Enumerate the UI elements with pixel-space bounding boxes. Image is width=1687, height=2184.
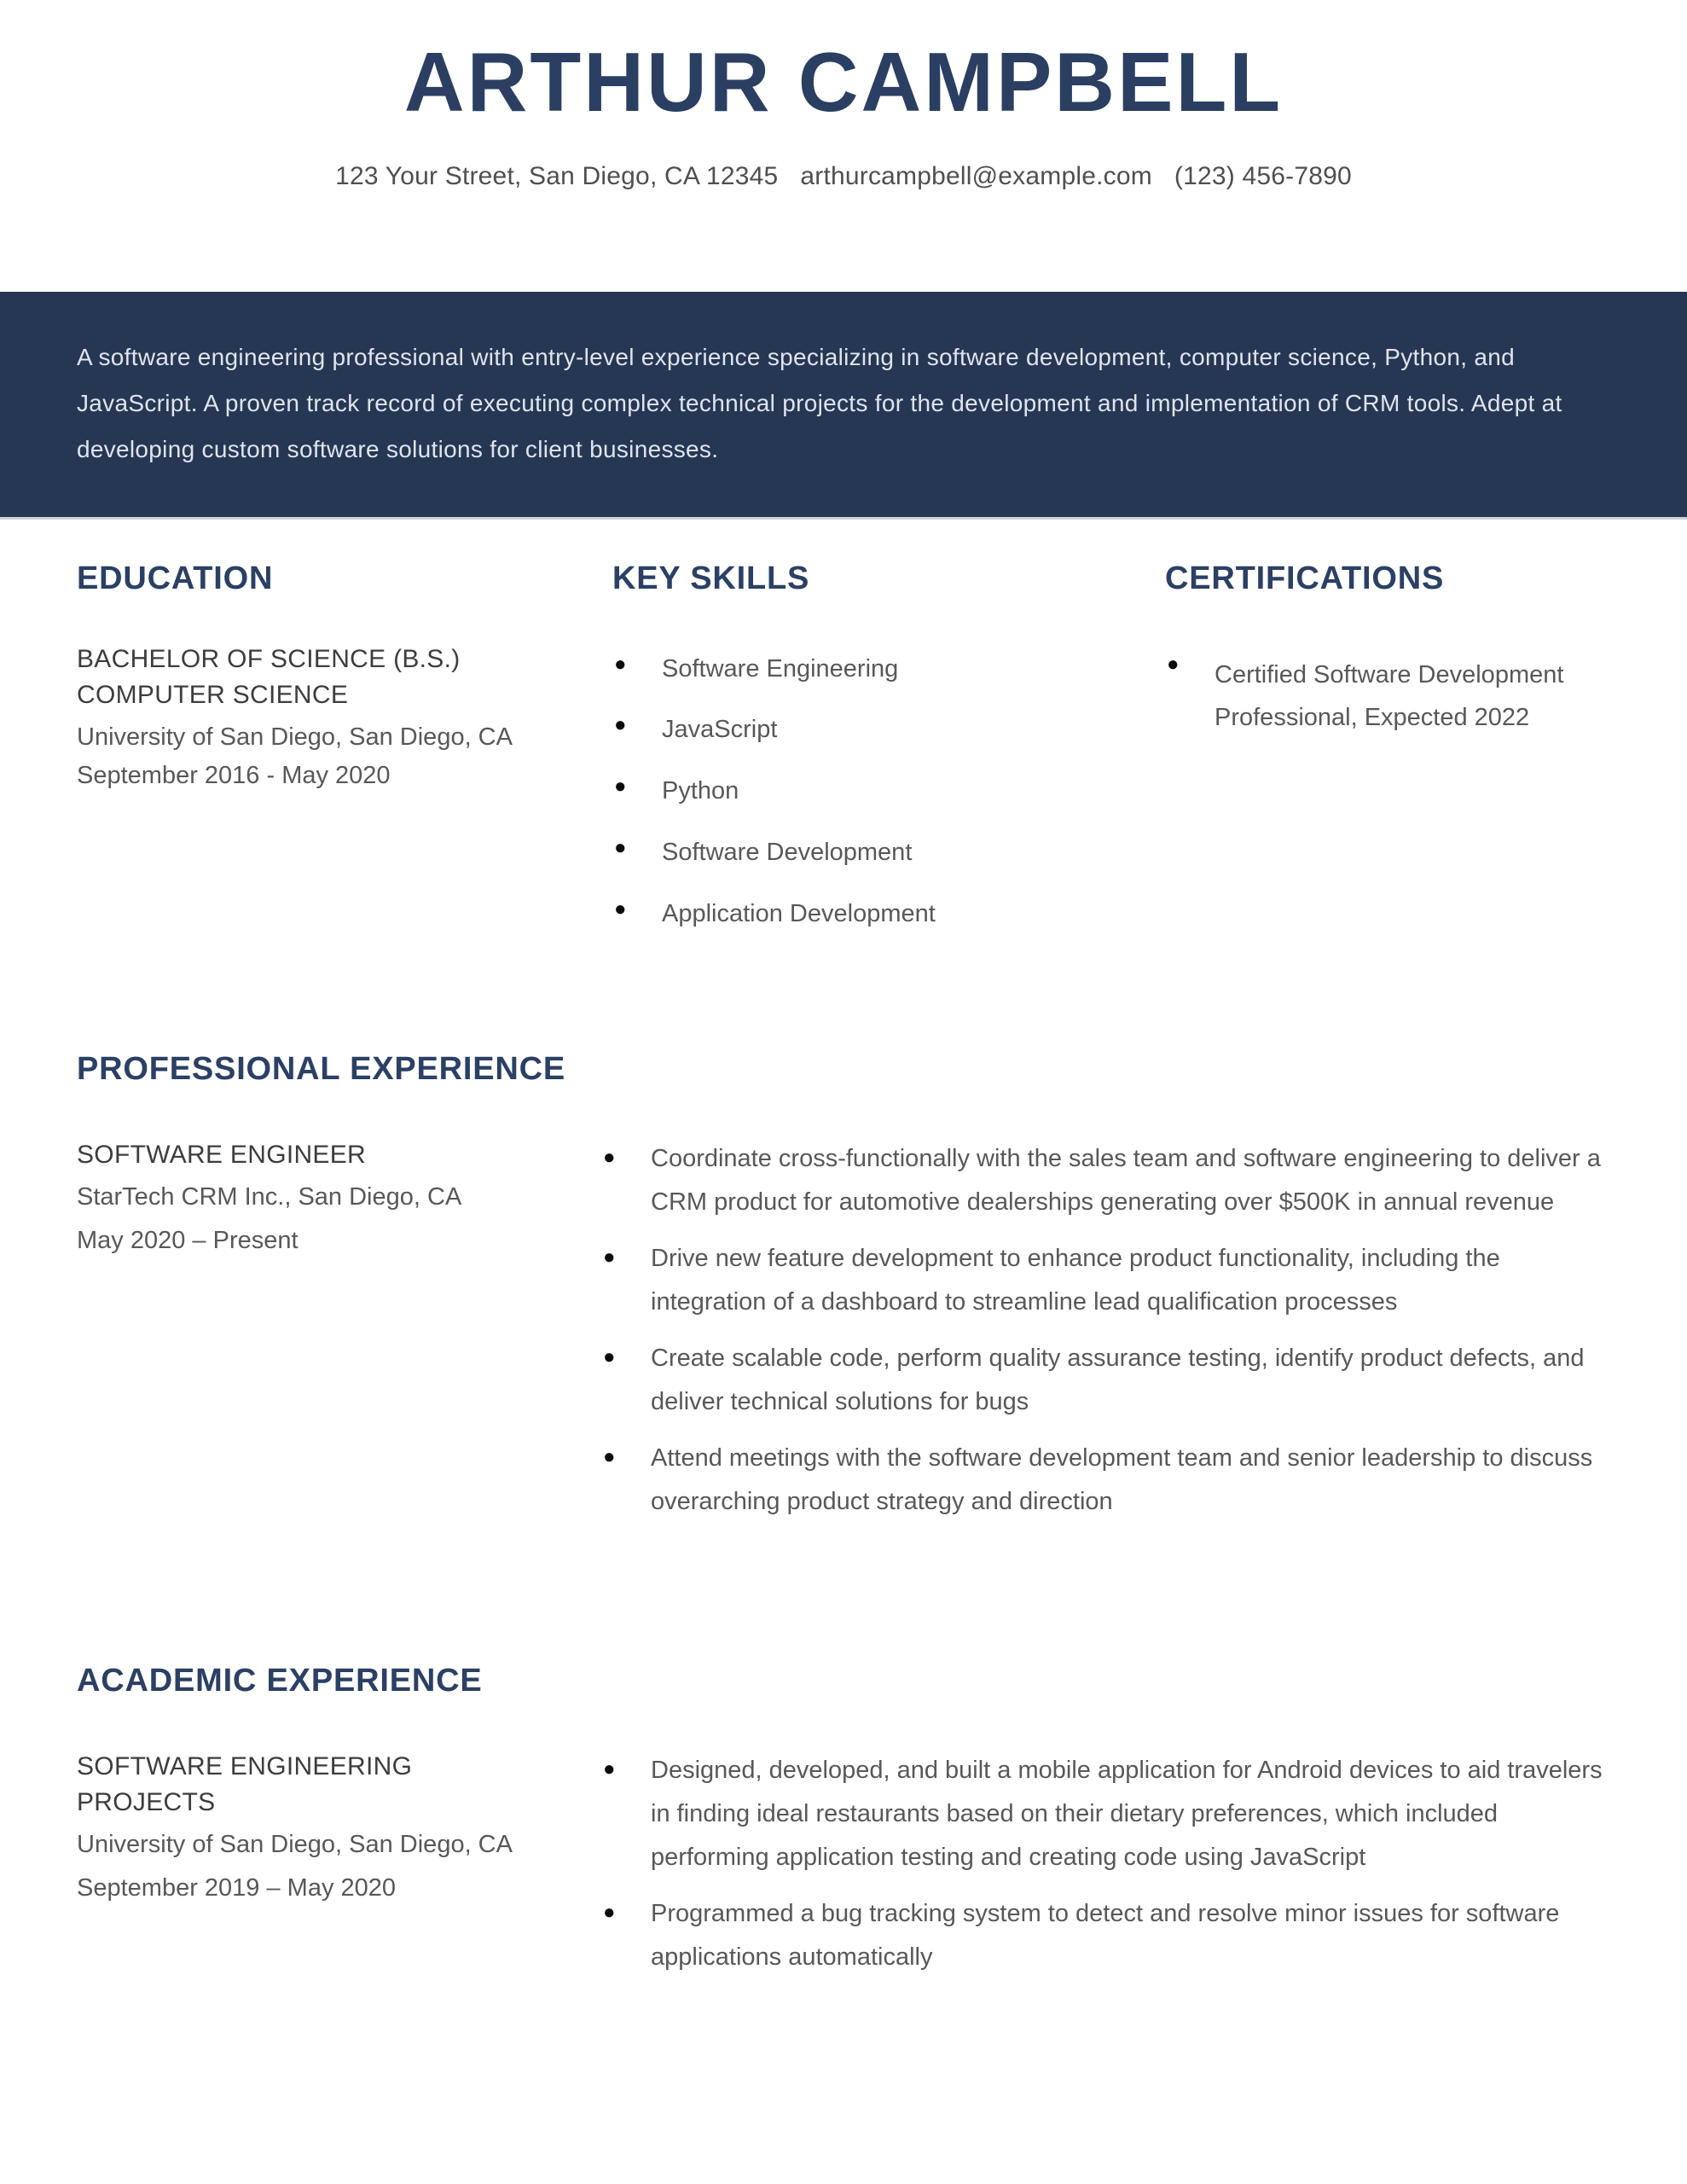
key-skills-section — [612, 561, 1107, 959]
education-degree: BACHELOR OF SCIENCE (B.S.) COMPUTER SCIENCE — [77, 644, 461, 709]
job-bullet-text: Coordinate cross-functionally with the sales team and software engineering to deliver a CRM product for automotive dealerships generating over $500K in annual revenue — [651, 1145, 1601, 1217]
project-bullet — [601, 1749, 1610, 1879]
contact-address: 123 Your Street, San Diego, CA 12345 — [335, 161, 779, 190]
key-skills-heading: KEY SKILLS — [612, 560, 810, 596]
professional-experience-heading: PROFESSIONAL EXPERIENCE — [77, 1051, 566, 1088]
skill-item — [612, 714, 1107, 746]
job-bullet-text: Attend meetings with the software development team and senior leadership to discuss overarching product strategy and direction — [651, 1444, 1593, 1516]
job-dates: May 2020 – Present — [77, 1227, 299, 1255]
bullet-icon: ● — [603, 1445, 616, 1469]
project-meta — [77, 1749, 554, 1992]
skill-item — [612, 898, 1107, 931]
three-column-row — [0, 561, 1687, 959]
project-bullet-text: Programmed a bug tracking system to detect and resolve minor issues for software applications automatically — [651, 1900, 1560, 1972]
key-skills-list — [612, 653, 1107, 930]
bullet-icon: ● — [614, 652, 627, 676]
education-dates: September 2016 - May 2020 — [77, 761, 391, 789]
contact-line — [0, 162, 1687, 191]
skill-item — [612, 653, 1107, 686]
person-name: ARTHUR CAMPBELL — [403, 35, 1284, 129]
resume-header — [0, 0, 1687, 191]
certifications-list — [1165, 653, 1610, 739]
job-bullet-text: Drive new feature development to enhance product functionality, including the integration of a dashboard to streamline lead qualification processes — [651, 1245, 1500, 1316]
bullet-icon: ● — [603, 1246, 616, 1269]
academic-experience-heading: ACADEMIC EXPERIENCE — [77, 1663, 483, 1699]
skill-label: Software Development — [662, 838, 913, 866]
academic-experience-entry — [77, 1749, 1610, 1992]
project-school: University of San Diego, San Diego, CA — [77, 1831, 513, 1859]
project-bullet-list — [601, 1749, 1610, 1992]
certification-item — [1165, 653, 1610, 739]
bullet-icon: ● — [1167, 652, 1180, 676]
job-meta — [77, 1137, 554, 1536]
bullet-icon: ● — [603, 1901, 616, 1925]
certification-label: Certified Software Development Professional, Expected 2022 — [1215, 660, 1564, 731]
job-title: SOFTWARE ENGINEER — [77, 1141, 367, 1170]
bullet-icon: ● — [614, 713, 627, 737]
job-bullet-list — [601, 1137, 1610, 1536]
bullet-icon: ● — [614, 897, 627, 921]
skill-label: Software Engineering — [662, 654, 899, 682]
bullet-icon: ● — [603, 1146, 616, 1170]
skill-item — [612, 837, 1107, 869]
education-section — [77, 561, 554, 959]
academic-experience-section — [0, 1663, 1687, 1992]
job-company: StarTech CRM Inc., San Diego, CA — [77, 1183, 462, 1211]
project-bullet — [601, 1892, 1610, 1979]
skill-label: Python — [662, 777, 739, 805]
skill-label: Application Development — [662, 899, 936, 927]
project-title: SOFTWARE ENGINEERING PROJECTS — [77, 1752, 413, 1817]
bullet-icon: ● — [614, 835, 627, 859]
job-bullet — [601, 1137, 1610, 1224]
skill-item — [612, 775, 1107, 808]
skill-label: JavaScript — [662, 716, 778, 744]
bullet-icon: ● — [603, 1757, 616, 1781]
professional-experience-entry — [77, 1137, 1610, 1536]
certifications-section — [1165, 561, 1610, 959]
contact-email: arthurcampbell@example.com — [800, 161, 1152, 190]
education-heading: EDUCATION — [77, 560, 274, 596]
bullet-icon: ● — [603, 1345, 616, 1369]
education-school: University of San Diego, San Diego, CA — [77, 723, 513, 751]
bullet-icon: ● — [614, 775, 627, 799]
project-bullet-text: Designed, developed, and built a mobile application for Android devices to aid travelers in finding ideal restaurants based on their dietary preferences, which included performing application testing and creating code using JavaScript — [651, 1757, 1603, 1872]
job-bullet — [601, 1337, 1610, 1424]
professional-experience-section — [0, 1051, 1687, 1536]
job-bullet — [601, 1237, 1610, 1324]
project-dates: September 2019 – May 2020 — [77, 1874, 397, 1902]
job-bullet — [601, 1437, 1610, 1524]
certifications-heading: CERTIFICATIONS — [1165, 560, 1445, 596]
job-bullet-text: Create scalable code, perform quality assurance testing, identify product defects, and deliver technical solutions for bugs — [651, 1345, 1585, 1416]
summary-text: A software engineering professional with entry-level experience specializing in software development, computer science, Python, and JavaScript. A proven track record of executing complex technical projects for the development and implementation of CRM tools. Adept at developing custom software solutions for client businesses. — [77, 343, 1562, 462]
summary-band — [0, 292, 1687, 520]
contact-phone: (123) 456-7890 — [1174, 161, 1352, 190]
